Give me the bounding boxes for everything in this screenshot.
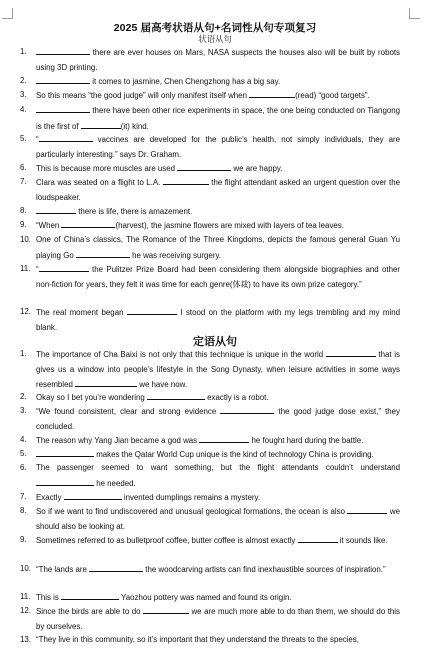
list-item: 8. there is life, there is amazement. <box>20 206 193 216</box>
list-item: 7. Exactly invented dumplings remains a mystery. <box>20 492 261 502</box>
list-item: 3. So this means “the good judge” will only manifest itself when (read) “good targets”. <box>20 90 370 100</box>
list-item: 8. So if we want to find undiscovered and unusual geological formations, the ocean is also we should also be looking at. <box>20 506 400 531</box>
list-item: 11. “ the Pulitzer Prize Board had been considering them alongside biographies and other non-fiction for years, they felt it was time for each genre(体裁) to have its own prize category.” <box>20 264 400 289</box>
list-item: 2. Okay so I bet you’re wondering exactly is a robot. <box>20 392 269 402</box>
list-item: 10. “The lands are the woodcarving artists can find inexhaustible sources of inspiration.” <box>20 564 386 574</box>
list-item: 5. “ vaccines are developed for the public’s health, not simply individuals, they are particularly interesting.” says Dr. Graham. <box>20 134 400 159</box>
list-item: 2. it comes to jasmine, Chen Chengzhong has a big say. <box>20 76 281 86</box>
list-item: 5. makes the Qatar World Cup unique is the kind of technology China is providing. <box>20 449 374 459</box>
list-item: 9. Sometimes referred to as bulletproof coffee, butter coffee is almost exactly it sounds like. <box>20 535 388 545</box>
section-heading-adverbial: 状语从句 <box>198 34 232 44</box>
page-corner-mark-left <box>2 8 13 19</box>
list-item: 12. Since the birds are able to do we are much more able to do than them, we should do this by ourselves. <box>20 606 400 631</box>
list-item: 3. “We found consistent, clear and strong evidence the good judge dose exist,” they concluded. <box>20 406 400 431</box>
list-item: 9. “When (harvest), the jasmine flowers are mixed with layers of tea leaves. <box>20 220 344 230</box>
list-item: 10. One of China’s classics, The Romance of the Three Kingdoms, depicts the famous general Guan Yu playing Go he was receiving surgery. <box>20 235 400 260</box>
document-title: 2025 届高考状语从句+名词性从句专项复习 <box>113 22 317 34</box>
list-item: 1. there are ever houses on Mars, NASA suspects the houses also will be built by robots using 3D printing. <box>20 47 400 72</box>
list-item: 11. This is Yaozhou pottery was named and found its origin. <box>20 592 292 602</box>
list-item: 6. This is because more muscles are used we are happy. <box>20 163 283 173</box>
page-corner-mark-right <box>409 8 420 19</box>
list-item: 12. The real moment began I stood on the platform with my legs trembling and my mind blank. <box>20 307 400 332</box>
section-heading-attributive: 定语从句 <box>193 336 237 348</box>
list-item: 13. “They live in this community, so it’s important that they understand the threats to the species, <box>20 635 359 644</box>
list-item: 7. Clara was seated on a flight to L.A. the flight attendant asked an urgent question over the loudspeaker. <box>20 177 400 202</box>
list-item: 4. there have been other rice experiments in space, the one being conducted on Tiangong is the first of (it) kind. <box>20 105 400 131</box>
list-item: 4. The reason why Yang Jian became a god was he fought hard during the battle. <box>20 435 364 445</box>
list-item: 6. The passenger seemed to want something, but the flight attendants couldn’t understand he needed. <box>20 463 400 488</box>
list-item: 1. The importance of Cha Baixi is not only that this technique is unique in the world that is gives us a window into people’s lifestyle in the Song Dynasty, when leisure activities in some ways resembled we have now. <box>20 349 400 390</box>
